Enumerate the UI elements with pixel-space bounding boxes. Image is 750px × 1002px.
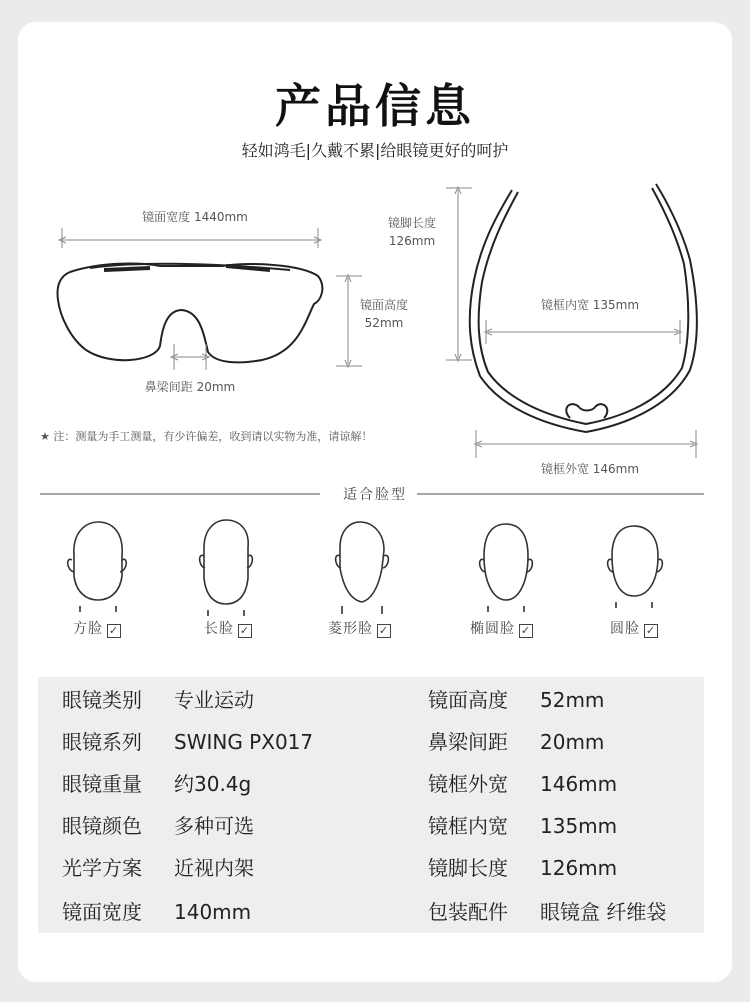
round-face-icon [608, 526, 663, 608]
checkbox-icon: ✓ [108, 624, 120, 637]
diamond-face-icon [336, 522, 389, 614]
lens-width-label: 镜面宽度 1440mm [142, 210, 248, 224]
spec-row: 眼镜重量 约30.4g [62, 772, 252, 796]
face-label-oval: 椭圆脸 ✓ [470, 621, 532, 637]
spec-row: 包装配件 眼镜盒 纤维袋 [428, 900, 667, 924]
spec-table [38, 677, 704, 933]
front-view-icon [58, 264, 323, 363]
lens-height-label: 镜面高度 52mm [359, 298, 408, 330]
spec-row: 镜面高度 52mm [428, 688, 605, 712]
temple-length-label: 镜脚长度 126mm [387, 216, 436, 248]
oval-face-icon [480, 524, 533, 612]
spec-row: 鼻梁间距 20mm [428, 730, 605, 754]
face-label-long: 长脸 ✓ [204, 621, 251, 637]
frame-outer-label: 镜框外宽 146mm [540, 462, 640, 476]
spec-row: 镜框外宽 146mm [428, 772, 618, 796]
spec-row: 镜面宽度 140mm [62, 900, 252, 924]
checkbox-icon: ✓ [239, 624, 251, 637]
square-face-icon [68, 522, 127, 612]
checkbox-icon: ✓ [378, 624, 390, 637]
face-section-title: 适合脸型 [0, 484, 750, 504]
spec-row: 镜框内宽 135mm [428, 814, 618, 838]
spec-row: 眼镜类别 专业运动 [62, 688, 254, 712]
long-face-icon [200, 520, 253, 616]
face-label-square: 方脸 ✓ [73, 621, 120, 637]
page-title: 产品信息 [275, 79, 475, 133]
face-label-diamond: 菱形脸 ✓ [328, 621, 390, 637]
face-label-round: 圆脸 ✓ [610, 621, 657, 637]
spec-row: 眼镜系列 SWING PX017 [62, 730, 314, 754]
checkbox-icon: ✓ [520, 624, 532, 637]
spec-row: 镜脚长度 126mm [428, 856, 618, 880]
measurement-note: ★ 注：测量为手工测量，有少许偏差，收到请以实物为准，请谅解！ [40, 430, 373, 443]
nose-bridge-label: 鼻梁间距 20mm [144, 380, 236, 394]
page-subtitle: 轻如鸿毛|久戴不累|给眼镜更好的呵护 [241, 141, 509, 160]
spec-row: 光学方案 近视内架 [62, 856, 254, 880]
spec-row: 眼镜颜色 多种可选 [62, 814, 254, 838]
checkbox-icon: ✓ [645, 624, 657, 637]
frame-inner-label: 镜框内宽 135mm [540, 298, 640, 312]
